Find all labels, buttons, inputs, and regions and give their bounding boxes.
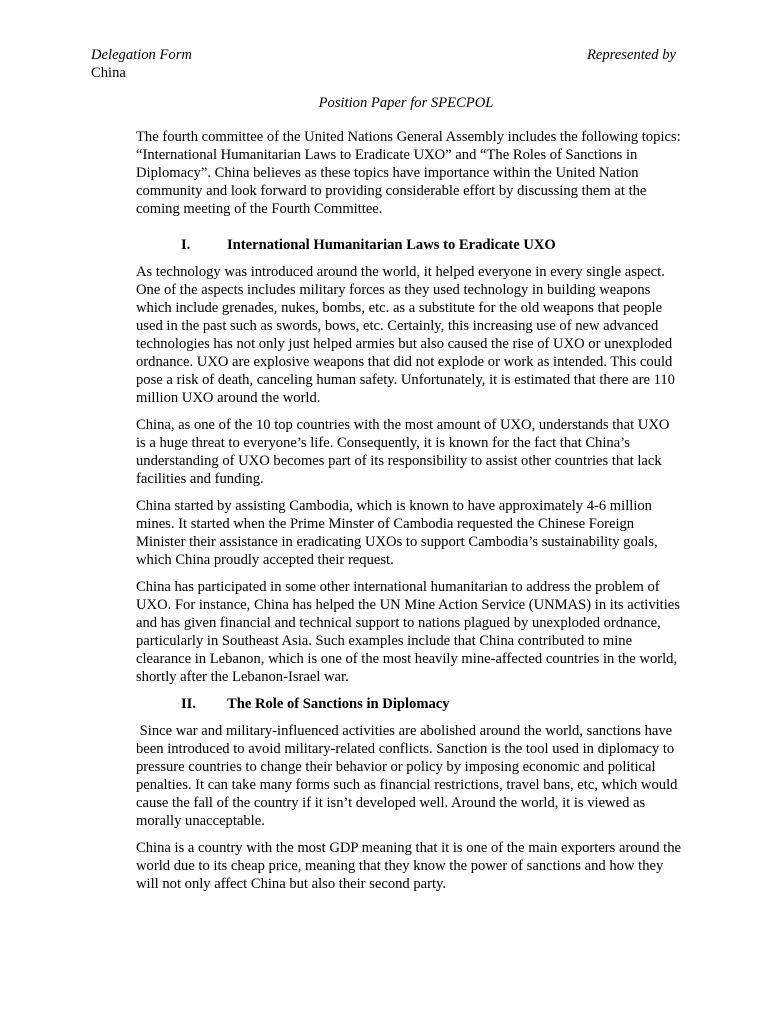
section-number: I.	[181, 237, 191, 253]
paragraph: China has participated in some other international humanitarian to address the problem of UXO. For instance, China has helped the UN Mine Action Service (UNMAS) in its activities and has given financial and technical support to nations plagued by unexploded ordnance, particularly in Southeast Asia. Such examples include that China contributed to mine clearance in Lebanon, which is one of the most heavily mine-affected countries in the world, shortly after the Lebanon-Israel war.	[136, 579, 680, 685]
paragraph: As technology was introduced around the world, it helped everyone in every single aspect. One of the aspects includes military forces as they used technology in building weapons which include grenades, nukes, bombs, etc. as a substitute for the old weapons that people used in the past such as swords, bows, etc. Certainly, this increasing use of new advanced technologies has not only just helped armies but also caused the rise of UXO or unexploded ordnance. UXO are explosive weapons that did not explode or work as intended. This could pose a risk of death, canceling human safety. Unfortunately, it is estimated that there are 110 million UXO around the world.	[136, 264, 675, 406]
intro-paragraph: The fourth committee of the United Nations General Assembly includes the following topics: “International Humanitarian Laws to Eradicate UXO” and “The Roles of Sanctions in Diplomacy”. China believes as these topics have importance within the United Nation community and look forward to providing considerable effort by discussing them at the coming meeting of the Fourth Committee.	[136, 129, 681, 217]
header-row	[91, 46, 676, 64]
section-heading-1	[136, 236, 681, 254]
section-number: II.	[181, 696, 197, 712]
body-text	[136, 128, 681, 902]
paragraph: China started by assisting Cambodia, which is known to have approximately 4-6 million mines. It started when the Prime Minster of Cambodia requested the Chinese Foreign Minister their assistance in eradicating UXOs to support Cambodia’s sustainability goals, which China proudly accepted their request.	[136, 498, 658, 568]
section-heading-2	[136, 695, 681, 713]
paragraph: Since war and military-influenced activities are abolished around the world, sanctions have been introduced to avoid military-related conflicts. Sanction is the tool used in diplomacy to pressure countries to change their behavior or policy by imposing economic and political penalties. It can take many forms such as financial restrictions, travel bans, etc, which would cause the fall of the country if it isn’t developed well. Around the world, it is viewed as morally unacceptable.	[136, 723, 682, 829]
represented-label: Represented by	[586, 47, 676, 63]
delegation-label: Delegation Form	[91, 47, 192, 63]
paragraph: China is a country with the most GDP meaning that it is one of the main exporters around the world due to its cheap price, meaning that they know the power of sanctions and how they will not only affect China but also their second party.	[136, 840, 681, 892]
country-name: China	[91, 65, 126, 81]
section-title: International Humanitarian Laws to Eradicate UXO	[227, 237, 556, 253]
header	[91, 46, 676, 82]
section-title: The Role of Sanctions in Diplomacy	[227, 696, 450, 712]
paragraph: China, as one of the 10 top countries with the most amount of UXO, understands that UXO is a huge threat to everyone’s life. Consequently, it is known for the fact that China’s understanding of UXO becomes part of its responsibility to assist other countries that lack facilities and funding.	[136, 417, 670, 487]
page-title: Position Paper for SPECPOL	[318, 95, 494, 111]
